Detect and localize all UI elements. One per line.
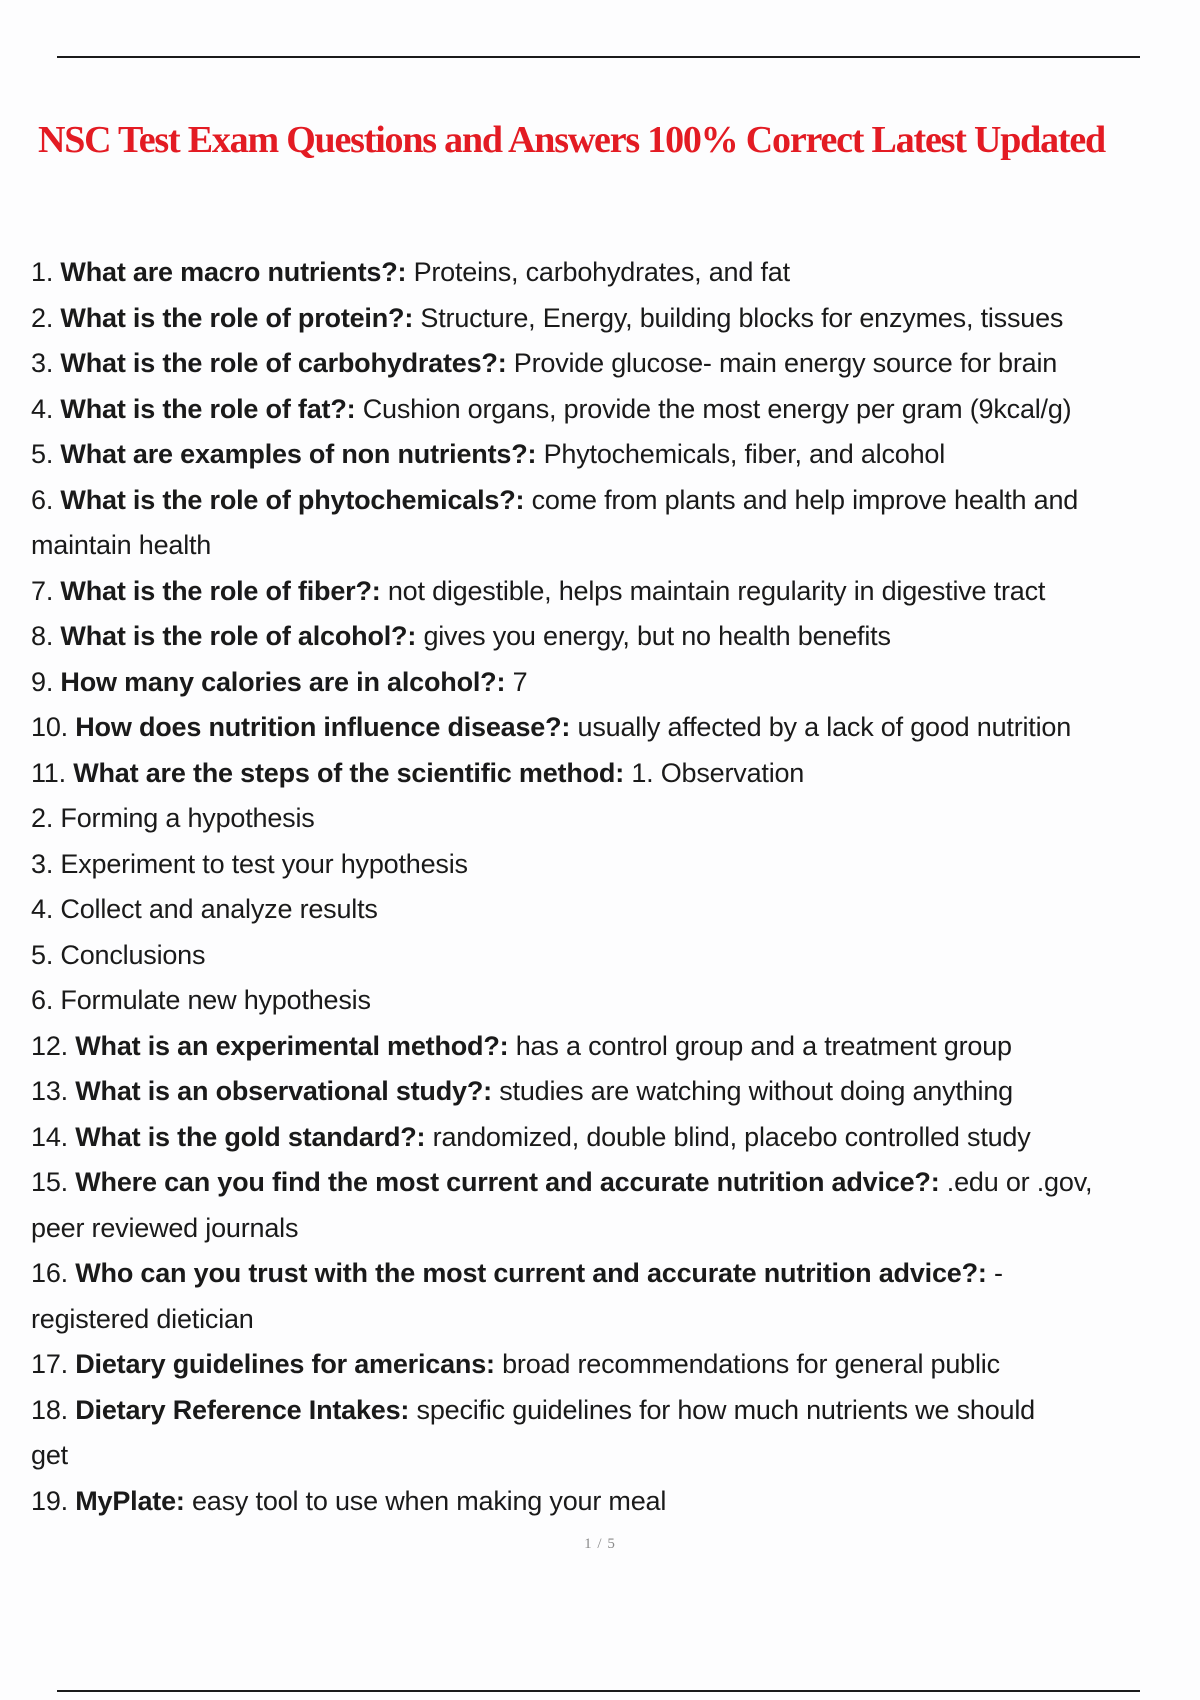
answer-text: 2. Forming a hypothesis [31, 803, 315, 833]
item-number: 3. [31, 348, 61, 378]
qa-item [31, 660, 1171, 706]
item-number: 12. [31, 1030, 76, 1061]
answer-text: Structure, Energy, building blocks for enzymes, tissues [420, 302, 1064, 333]
top-rule [57, 56, 1140, 58]
qa-continuation-line [31, 796, 1171, 842]
qa-continuation-line [31, 933, 1171, 979]
answer-text: 4. Collect and analyze results [31, 894, 378, 924]
question-text: What is an experimental method?: [75, 1030, 516, 1061]
answer-text: not digestible, helps maintain regularity in digestive tract [387, 575, 1046, 606]
question-text: How many calories are in alcohol?: [60, 666, 513, 697]
answer-text: easy tool to use when making your meal [191, 1485, 667, 1516]
answer-text: - [993, 1258, 1003, 1288]
question-text: MyPlate: [75, 1485, 192, 1516]
item-number: 1. [31, 257, 61, 287]
question-text: What is the role of phytochemicals?: [60, 484, 532, 515]
answer-text: gives you energy, but no health benefits [423, 621, 891, 651]
qa-item [31, 1069, 1171, 1115]
qa-continuation-line [31, 978, 1171, 1024]
qa-item [31, 1251, 1171, 1297]
question-text: What is an observational study?: [75, 1076, 500, 1106]
page-number: 1 / 5 [584, 1536, 616, 1552]
qa-continuation-line [31, 887, 1171, 933]
answer-text: peer reviewed journals [31, 1212, 299, 1243]
item-number: 14. [31, 1121, 76, 1152]
qa-item [31, 250, 1171, 296]
question-text: What are the steps of the scientific method: [73, 757, 632, 788]
qa-item [31, 1160, 1171, 1206]
qa-item [31, 1024, 1171, 1070]
qa-item [31, 751, 1171, 797]
answer-text: 7 [512, 666, 528, 697]
answer-text: 5. Conclusions [31, 939, 206, 970]
answer-text: Proteins, carbohydrates, and fat [413, 257, 790, 287]
answer-text: specific guidelines for how much nutrients we should [416, 1394, 1035, 1425]
item-number: 18. [31, 1394, 76, 1425]
answer-text: Cushion organs, provide the most energy per gram (9kcal/g) [362, 393, 1072, 424]
question-text: What is the gold standard?: [75, 1121, 433, 1152]
qa-continuation-line [31, 842, 1171, 888]
question-text: Who can you trust with the most current and accurate nutrition advice?: [75, 1258, 994, 1288]
answer-text: registered dietician [31, 1303, 254, 1334]
qa-item [31, 478, 1171, 524]
answer-text: come from plants and help improve health and [531, 484, 1079, 515]
bottom-rule [57, 1690, 1140, 1692]
answer-text: broad recommendations for general public [502, 1349, 1000, 1379]
item-number: 2. [31, 302, 61, 333]
answer-text: maintain health [31, 530, 212, 560]
item-number: 10. [31, 712, 76, 742]
item-number: 19. [31, 1485, 76, 1516]
answer-text: studies are watching without doing anything [499, 1076, 1013, 1106]
question-text: What is the role of fiber?: [60, 575, 388, 606]
question-text: What are examples of non nutrients?: [60, 439, 544, 469]
question-text: Dietary Reference Intakes: [75, 1394, 417, 1425]
item-number: 8. [31, 621, 61, 651]
question-text: How does nutrition influence disease?: [75, 712, 578, 742]
question-text: What is the role of protein?: [60, 302, 421, 333]
item-number: 9. [31, 666, 61, 697]
qa-item [31, 614, 1171, 660]
qa-item [31, 569, 1171, 615]
item-number: 11. [31, 757, 74, 788]
answer-text: Phytochemicals, fiber, and alcohol [543, 439, 946, 469]
answer-text: randomized, double blind, placebo controlled study [432, 1121, 1031, 1152]
qa-item [31, 1342, 1171, 1388]
qa-item [31, 1388, 1171, 1434]
item-number: 5. [31, 439, 61, 469]
qa-continuation-line [31, 1433, 1171, 1479]
qa-item [31, 341, 1171, 387]
question-text: What are macro nutrients?: [60, 257, 414, 287]
document-title: NSC Test Exam Questions and Answers 100% Correct Latest Updated [38, 119, 1105, 161]
item-number: 15. [31, 1167, 76, 1197]
question-text: What is the role of fat?: [60, 393, 363, 424]
answer-text: has a control group and a treatment group [515, 1030, 1012, 1061]
answer-text: usually affected by a lack of good nutrition [577, 712, 1072, 742]
qa-item [31, 387, 1171, 433]
qa-continuation-line [31, 1297, 1171, 1343]
qa-item [31, 1479, 1171, 1525]
item-number: 17. [31, 1349, 76, 1379]
qa-item [31, 705, 1171, 751]
answer-text: get [31, 1440, 68, 1470]
question-text: What is the role of carbohydrates?: [60, 348, 514, 378]
question-text: Where can you find the most current and accurate nutrition advice?: [75, 1167, 947, 1197]
item-number: 7. [31, 575, 61, 606]
answer-text: 3. Experiment to test your hypothesis [31, 848, 468, 879]
qa-item [31, 1115, 1171, 1161]
question-text: What is the role of alcohol?: [60, 621, 424, 651]
answer-text: 6. Formulate new hypothesis [31, 985, 371, 1015]
item-number: 6. [31, 484, 61, 515]
question-text: Dietary guidelines for americans: [75, 1349, 503, 1379]
answer-text: .edu or .gov, [946, 1167, 1093, 1197]
qa-continuation-line [31, 523, 1171, 569]
qa-item [31, 296, 1171, 342]
qa-continuation-line [31, 1206, 1171, 1252]
qa-item [31, 432, 1171, 478]
item-number: 4. [31, 393, 61, 424]
answer-text: 1. Observation [631, 757, 805, 788]
item-number: 16. [31, 1258, 76, 1288]
answer-text: Provide glucose- main energy source for brain [513, 348, 1058, 378]
qa-list [31, 250, 1171, 1524]
item-number: 13. [31, 1076, 76, 1106]
